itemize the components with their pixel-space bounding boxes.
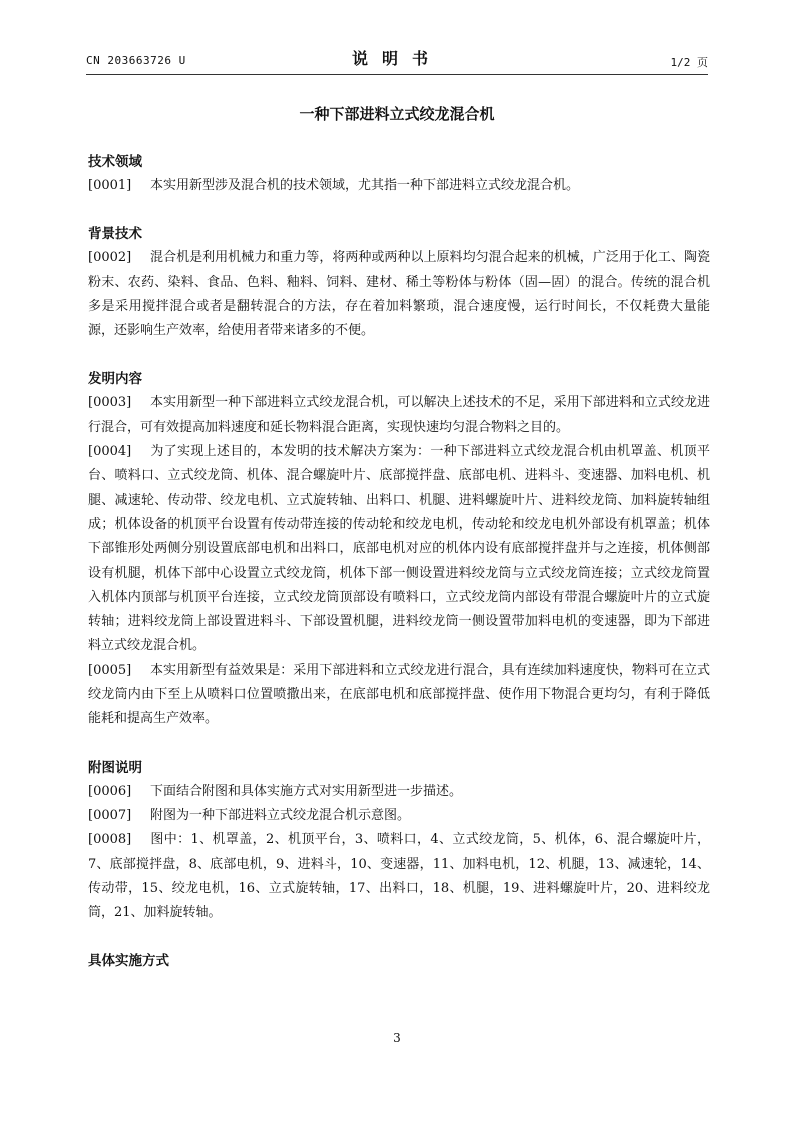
section-heading: 发明内容 [88,371,142,388]
document-body [88,150,710,973]
paragraph-text: 图中：1、机罩盖，2、机顶平台，3、喷料口，4、立式绞龙筒，5、机体，6、混合螺旋叶片，7、底部搅拌盘，8、底部电机，9、进料斗，10、变速器，11、加料电机，12、机腿，13、减速轮，14、传动带，15、绞龙电机，16、立式旋转轴，17、出料口，18、机腿，19、进料螺旋叶片，20、进料绞龙筒，21、加料旋转轴。 [88,832,710,921]
paragraph-number: [0002] [88,250,132,266]
paragraph [88,780,710,804]
page-number: 3 [393,1031,401,1045]
section-heading: 背景技术 [88,226,142,243]
publication-number: CN 203663726 U [86,54,186,67]
paragraph [88,659,710,732]
paragraph-number: [0005] [88,662,132,678]
paragraph-number: [0006] [88,783,132,799]
paragraph-text: 下面结合附图和具体实施方式对实用新型进一步描述。 [150,783,463,799]
document-type: 说明书 [351,49,442,68]
page-header [86,44,708,74]
paragraph-text: 附图为一种下部进料立式绞龙混合机示意图。 [150,807,411,823]
section-heading: 附图说明 [88,759,142,776]
paragraph [88,828,710,925]
paragraph-text: 本实用新型涉及混合机的技术领域，尤其指一种下部进料立式绞龙混合机。 [150,178,580,193]
paragraph-number: [0008] [88,832,132,848]
page-info: 1/2 页 [670,56,708,69]
paragraph-text: 混合机是利用机械力和重力等，将两种或两种以上原料均匀混合起来的机械，广泛用于化工、陶瓷粉末、农药、染料、食品、色料、釉料、饲料、建材、稀土等粉体与粉体（固—固）的混合。传统的混合机多是采用搅拌混合或者是翻转混合的方法，存在着加料繁琐，混合速度慢，运行时间长，不仅耗费大量能源，还影响生产效率，给使用者带来诸多的不便。 [88,250,710,339]
paragraph-text: 本实用新型有益效果是：采用下部进料和立式绞龙进行混合，具有连续加料速度快，物料可在立式绞龙筒内由下至上从喷料口位置喷撒出来，在底部电机和底部搅拌盘、使作用下物混合更均匀，有利于降低能耗和提高生产效率。 [88,662,710,727]
document-title: 一种下部进料立式绞龙混合机 [299,105,495,123]
section-heading: 具体实施方式 [88,953,169,970]
paragraph [88,246,710,343]
paragraph [88,804,710,828]
paragraph-text: 本实用新型一种下部进料立式绞龙混合机，可以解决上述技术的不足，采用下部进料和立式绞龙进行混合，可有效提高加料速度和延长物料混合距离，实现快速均匀混合物料之目的。 [88,395,710,435]
paragraph-text: 为了实现上述目的，本发明的技术解决方案为：一种下部进料立式绞龙混合机由机罩盖、机顶平台、喷料口、立式绞龙筒、机体、混合螺旋叶片、底部搅拌盘、底部电机、进料斗、变速器、加料电机、机腿、减速轮、传动带、绞龙电机、立式旋转轴、出料口、机腿、进料螺旋叶片、进料绞龙筒、加料旋转轴组成；机体设备的机顶平台设置有传动带连接的传动轮和绞龙电机，传动轮和绞龙电机外部设有机罩盖；机体下部锥形处两侧分别设置底部电机和出料口，底部电机对应的机体内设有底部搅拌盘并与之连接，机体侧部设有机腿，机体下部中心设置立式绞龙筒，机体下部一侧设置进料绞龙筒与立式绞龙筒连接；立式绞龙筒置入机体内顶部与机顶平台连接，立式绞龙筒顶部设有喷料口，立式绞龙筒内部设有带混合螺旋叶片的立式旋转轴；进料绞龙筒上部设置进料斗、下部设置机腿，进料绞龙筒一侧设置带加料电机的变速器，即为下部进料立式绞龙混合机。 [88,444,710,654]
paragraph-number: [0004] [88,444,132,460]
paragraph [88,391,710,440]
paragraph-number: [0007] [88,807,132,823]
paragraph-number: [0001] [88,178,132,193]
section-heading: 技术领域 [88,154,142,170]
paragraph [88,174,710,198]
paragraph [88,440,710,659]
paragraph-number: [0003] [88,395,132,411]
header-rule [86,74,708,75]
